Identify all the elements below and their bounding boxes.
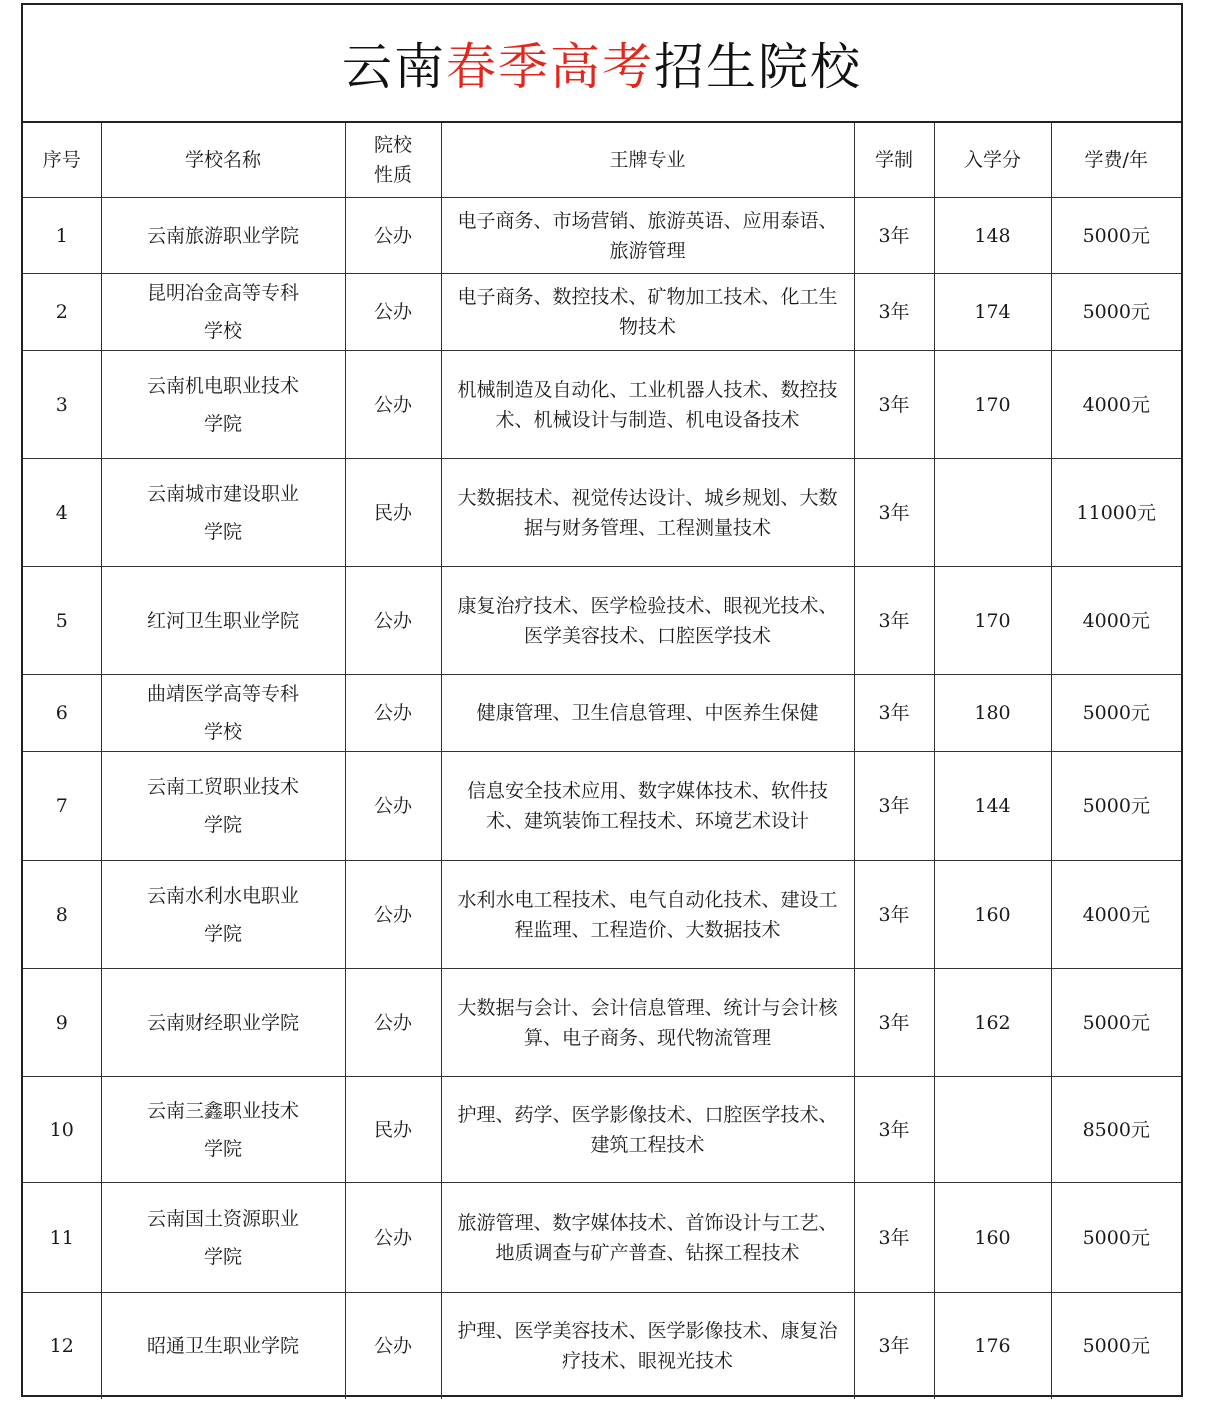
cell-no: 5 (23, 567, 101, 675)
cell-major: 护理、药学、医学影像技术、口腔医学技术、建筑工程技术 (441, 1077, 854, 1183)
cell-school: 云南水利水电职业学院 (101, 861, 345, 969)
cell-no: 12 (23, 1293, 101, 1399)
table-row (23, 567, 1181, 675)
cell-type: 公办 (345, 198, 441, 274)
cell-type: 公办 (345, 752, 441, 861)
cell-major: 信息安全技术应用、数字媒体技术、软件技术、建筑装饰工程技术、环境艺术设计 (441, 752, 854, 861)
cell-school: 曲靖医学高等专科学校 (101, 675, 345, 752)
cell-fee: 5000元 (1051, 1183, 1181, 1293)
table-row (23, 1293, 1181, 1399)
header-score: 入学分 (934, 123, 1051, 198)
header-duration: 学制 (854, 123, 934, 198)
table-row (23, 198, 1181, 274)
cell-no: 7 (23, 752, 101, 861)
cell-type: 公办 (345, 675, 441, 752)
cell-type: 公办 (345, 567, 441, 675)
cell-no: 10 (23, 1077, 101, 1183)
table-row (23, 274, 1181, 351)
cell-score: 170 (934, 567, 1051, 675)
cell-no: 3 (23, 351, 101, 459)
cell-school: 红河卫生职业学院 (101, 567, 345, 675)
cell-major: 大数据与会计、会计信息管理、统计与会计核算、电子商务、现代物流管理 (441, 969, 854, 1077)
cell-type: 公办 (345, 1293, 441, 1399)
cell-no: 8 (23, 861, 101, 969)
cell-major: 机械制造及自动化、工业机器人技术、数控技术、机械设计与制造、机电设备技术 (441, 351, 854, 459)
cell-fee: 5000元 (1051, 274, 1181, 351)
cell-duration: 3年 (854, 969, 934, 1077)
cell-no: 11 (23, 1183, 101, 1293)
cell-no: 6 (23, 675, 101, 752)
schools-table (23, 123, 1181, 1399)
table-row (23, 861, 1181, 969)
cell-fee: 5000元 (1051, 969, 1181, 1077)
cell-major: 大数据技术、视觉传达设计、城乡规划、大数据与财务管理、工程测量技术 (441, 459, 854, 567)
cell-fee: 5000元 (1051, 198, 1181, 274)
cell-duration: 3年 (854, 861, 934, 969)
header-fee: 学费/年 (1051, 123, 1181, 198)
cell-score (934, 1077, 1051, 1183)
header-type (345, 123, 441, 198)
cell-major: 旅游管理、数字媒体技术、首饰设计与工艺、地质调查与矿产普查、钻探工程技术 (441, 1183, 854, 1293)
cell-school: 云南城市建设职业学院 (101, 459, 345, 567)
cell-no: 4 (23, 459, 101, 567)
cell-major: 水利水电工程技术、电气自动化技术、建设工程监理、工程造价、大数据技术 (441, 861, 854, 969)
header-major: 王牌专业 (441, 123, 854, 198)
cell-duration: 3年 (854, 752, 934, 861)
cell-duration: 3年 (854, 1293, 934, 1399)
cell-duration: 3年 (854, 198, 934, 274)
cell-fee: 11000元 (1051, 459, 1181, 567)
cell-fee: 4000元 (1051, 567, 1181, 675)
cell-type: 公办 (345, 274, 441, 351)
header-no: 序号 (23, 123, 101, 198)
table-row (23, 675, 1181, 752)
cell-type: 公办 (345, 351, 441, 459)
cell-major: 健康管理、卫生信息管理、中医养生保健 (441, 675, 854, 752)
cell-fee: 8500元 (1051, 1077, 1181, 1183)
table-row (23, 969, 1181, 1077)
header-school: 学校名称 (101, 123, 345, 198)
cell-school: 云南财经职业学院 (101, 969, 345, 1077)
cell-fee: 5000元 (1051, 1293, 1181, 1399)
cell-duration: 3年 (854, 1183, 934, 1293)
cell-major: 康复治疗技术、医学检验技术、眼视光技术、医学美容技术、口腔医学技术 (441, 567, 854, 675)
cell-major: 电子商务、市场营销、旅游英语、应用泰语、旅游管理 (441, 198, 854, 274)
cell-fee: 4000元 (1051, 351, 1181, 459)
cell-score: 160 (934, 861, 1051, 969)
title-part1: 云南 (342, 38, 446, 96)
cell-school: 昆明冶金高等专科学校 (101, 274, 345, 351)
cell-school: 云南机电职业技术学院 (101, 351, 345, 459)
header-type-line2: 性质 (373, 164, 412, 186)
cell-score: 176 (934, 1293, 1051, 1399)
cell-duration: 3年 (854, 675, 934, 752)
cell-school: 昭通卫生职业学院 (101, 1293, 345, 1399)
title-accent: 春季高考 (446, 38, 654, 96)
cell-score: 160 (934, 1183, 1051, 1293)
cell-duration: 3年 (854, 567, 934, 675)
cell-duration: 3年 (854, 1077, 934, 1183)
cell-type: 公办 (345, 969, 441, 1077)
cell-major: 电子商务、数控技术、矿物加工技术、化工生物技术 (441, 274, 854, 351)
cell-no: 2 (23, 274, 101, 351)
cell-school: 云南国土资源职业学院 (101, 1183, 345, 1293)
page-title (23, 5, 1181, 123)
header-type-line1: 院校 (373, 134, 412, 156)
cell-type: 民办 (345, 459, 441, 567)
header-row (23, 123, 1181, 198)
cell-score (934, 459, 1051, 567)
cell-score: 170 (934, 351, 1051, 459)
cell-duration: 3年 (854, 274, 934, 351)
table-row (23, 1077, 1181, 1183)
cell-school: 云南工贸职业技术学院 (101, 752, 345, 861)
cell-no: 9 (23, 969, 101, 1077)
table-row (23, 752, 1181, 861)
cell-school: 云南旅游职业学院 (101, 198, 345, 274)
cell-no: 1 (23, 198, 101, 274)
cell-score: 148 (934, 198, 1051, 274)
cell-type: 公办 (345, 861, 441, 969)
cell-duration: 3年 (854, 351, 934, 459)
cell-fee: 5000元 (1051, 675, 1181, 752)
cell-score: 144 (934, 752, 1051, 861)
table-row (23, 351, 1181, 459)
cell-score: 174 (934, 274, 1051, 351)
cell-type: 民办 (345, 1077, 441, 1183)
document-frame (21, 3, 1183, 1397)
title-part2: 招生院校 (654, 38, 862, 96)
table-row (23, 1183, 1181, 1293)
table-row (23, 459, 1181, 567)
cell-fee: 5000元 (1051, 752, 1181, 861)
cell-school: 云南三鑫职业技术学院 (101, 1077, 345, 1183)
cell-type: 公办 (345, 1183, 441, 1293)
cell-score: 180 (934, 675, 1051, 752)
cell-score: 162 (934, 969, 1051, 1077)
cell-duration: 3年 (854, 459, 934, 567)
cell-major: 护理、医学美容技术、医学影像技术、康复治疗技术、眼视光技术 (441, 1293, 854, 1399)
cell-fee: 4000元 (1051, 861, 1181, 969)
